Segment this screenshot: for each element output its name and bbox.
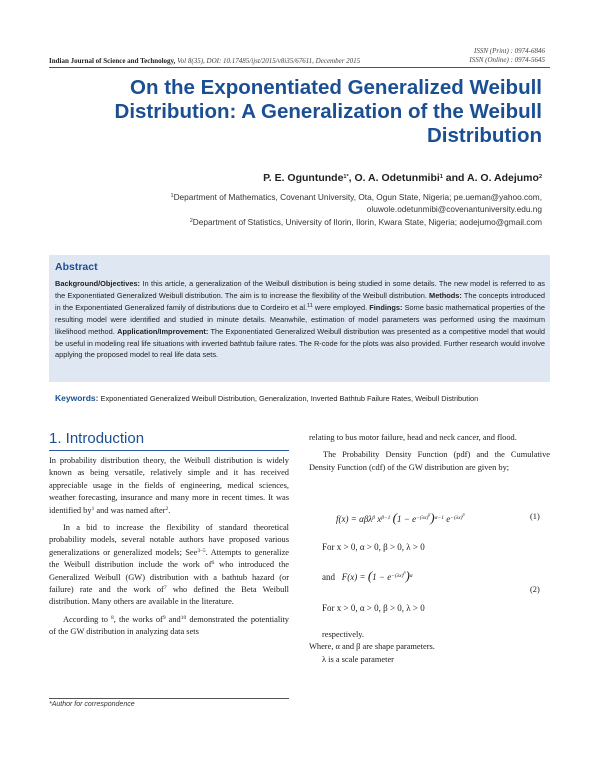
intro-paragraph-1 bbox=[49, 455, 289, 517]
footnote-correspondence: *Author for correspondence bbox=[49, 701, 135, 708]
where-line-1: Where, α and β are shape parameters. bbox=[309, 642, 435, 651]
journal-name: Indian Journal of Science and Technology, bbox=[49, 57, 176, 65]
p1-text-c: . bbox=[168, 505, 171, 515]
intro-paragraph-2 bbox=[49, 522, 289, 609]
section-heading-introduction: 1. Introduction bbox=[49, 430, 145, 447]
p2-text-c: who introduced the Generalized Weibull (GW) distribution with a bathtub hazard (or failure) rate and the work of bbox=[49, 560, 289, 595]
p3-text-d: demonstrated the potentiality of the GW distribution in analyzing data sets bbox=[49, 614, 289, 637]
author-3: and A. O. Adejumo bbox=[442, 172, 539, 184]
intro-continued: relating to bus motor failure, head and neck cancer, and flood. bbox=[309, 433, 517, 442]
equation-1-conditions: For x > 0, α > 0, β > 0, λ > 0 bbox=[322, 542, 425, 552]
affiliation-2 bbox=[190, 216, 542, 228]
right-column-top bbox=[309, 432, 550, 474]
abstract-findings-text: Some basic mathematical properties of the resulting model were identified and studied in minute details. Meanwhile, estimation of model parameters was performed using the maximum likelihood method. bbox=[55, 302, 545, 336]
issn-print: ISSN (Print) : 0974-6846 bbox=[474, 47, 545, 55]
p2-cite-1: 3–5 bbox=[197, 547, 206, 554]
intro-paragraph-3 bbox=[49, 614, 289, 639]
keywords-text: Exponentiated Generalized Weibull Distribution, Generalization, Inverted Bathtub Failure Rates, Weibull Distribution bbox=[98, 394, 479, 403]
header-rule bbox=[49, 67, 550, 68]
p2-text-d: who defined the Beta Weibull distribution. Many others are available in the literature. bbox=[49, 585, 289, 607]
p2-text-a: In a bid to increase the flexibility of standard theoretical probability models, several notable authors have proposed various generalizations or generalized models; See bbox=[49, 523, 289, 557]
p3-text-a: According to bbox=[63, 614, 112, 624]
affiliation-1-mark: 1 bbox=[170, 193, 174, 199]
p3-text-b: , the works of bbox=[113, 614, 163, 624]
affiliation-2-mark: 2 bbox=[189, 218, 193, 224]
abstract-findings-label: Findings: bbox=[369, 302, 403, 312]
p3-cite-3: 10 bbox=[180, 614, 187, 621]
abstract-heading: Abstract bbox=[55, 261, 98, 273]
equation-1-number: (1) bbox=[530, 512, 540, 521]
author-list bbox=[263, 172, 542, 184]
equation-2-conditions: For x > 0, α > 0, β > 0, λ > 0 bbox=[322, 603, 425, 613]
author-3-mark: 2 bbox=[538, 174, 542, 180]
abstract-methods-text: The concepts introduced in the Exponentiated Generalized family of distributions due to Cordeiro et al. bbox=[55, 290, 545, 312]
p2-cite-3: 7 bbox=[163, 585, 167, 592]
abstract-bg-text: In this article, a generalization of the Weibull distribution is being studied in some details. The new model is referred to as the Exponentiated Generalized Weibull distribution. The aim is to increase the flexibility of the Weibull distribution. bbox=[55, 279, 545, 300]
where-line-2: λ is a scale parameter bbox=[322, 655, 394, 664]
footnote-rule bbox=[49, 698, 289, 699]
p3-cite-2: 9 bbox=[162, 614, 166, 621]
affiliation-1 bbox=[171, 191, 543, 215]
issn-block bbox=[469, 47, 545, 65]
equation-1: f(x) = αβλ$^\beta$ $x^{\beta-1}$ $(1 - e^{-(\lambda x)^\beta})^{\alpha-1}$ $e^{-(\lambda x)^\beta}$ bbox=[336, 510, 465, 525]
abstract-body bbox=[55, 278, 545, 361]
p1-text-a: In probability distribution theory, the Weibull distribution is widely known as being versatile, relatively simple and it has received appreciable usage in the fields of engineering, medical sciences, weather forecasting, insurance and many more in recent times. It was identified by bbox=[49, 456, 289, 515]
author-1-mark: 1* bbox=[343, 174, 349, 180]
journal-line bbox=[49, 57, 360, 65]
p3-cite-1: 8 bbox=[111, 614, 114, 621]
p1-text-b: and was named after bbox=[94, 505, 166, 515]
abstract-methods-label: Methods: bbox=[429, 290, 462, 300]
abstract-methods-cite: 11 bbox=[307, 302, 313, 309]
p3-text-c: and bbox=[165, 614, 181, 624]
equation-2-number: (2) bbox=[530, 585, 540, 594]
respectively-line: respectively. bbox=[322, 630, 365, 639]
issn-online: ISSN (Online) : 0974-5645 bbox=[469, 56, 545, 64]
author-2-mark: 1 bbox=[439, 174, 443, 180]
keywords-label: Keywords: bbox=[55, 393, 99, 403]
author-1: P. E. Oguntunde bbox=[263, 172, 344, 184]
affiliation-1-line2: oluwole.odetunmibi@covenantuniversity.edu.ng bbox=[366, 204, 542, 214]
abstract-bg-label: Background/Objectives: bbox=[55, 279, 141, 288]
p1-cite-2: 2 bbox=[165, 505, 169, 512]
p2-cite-2: 6 bbox=[211, 560, 215, 567]
left-column bbox=[49, 455, 289, 639]
equation-2: and $F(x) = (1 - e^{-(\lambda x)^\beta})^\alpha$ bbox=[322, 568, 413, 583]
abstract-app-label: Application/Improvement: bbox=[117, 326, 209, 336]
pdf-cdf-intro: The Probability Density Function (pdf) and the Cumulative Density Function (cdf) of the GW distribution are given by; bbox=[309, 450, 550, 472]
abstract-app-text: The Exponentiated Generalized Weibull distribution was presented as a competitive model that would be useful in modeling real life situations with inverted bathtub failure rates. The R-code for the plots was also provided. Further research would involve applying the proposed model to real life data sets. bbox=[55, 326, 545, 360]
abstract-methods-text2: were employed. bbox=[312, 302, 370, 312]
keywords bbox=[55, 393, 545, 405]
affiliation-1-line1: Department of Mathematics, Covenant University, Ota, Ogun State, Nigeria; pe.ueman@yahoo.com, bbox=[173, 192, 542, 202]
paper-title: On the Exponentiated Generalized Weibull Distribution: A Generalization of the Weibull Distribution bbox=[114, 76, 542, 147]
section-rule bbox=[49, 450, 289, 451]
p2-text-b: . Attempts to generalize the Weibull distribution include the work of bbox=[49, 547, 289, 570]
affiliation-2-line1: Department of Statistics, University of Ilorin, Ilorin, Kwara State, Nigeria; aodejumo@gmail.com bbox=[192, 217, 542, 227]
author-2: , O. A. Odetunmibi bbox=[348, 172, 440, 184]
journal-details: Vol 8(35), DOI: 10.17485/ijst/2015/v8i35/67611, December 2015 bbox=[177, 57, 361, 65]
p1-cite-1: 1 bbox=[91, 505, 95, 512]
